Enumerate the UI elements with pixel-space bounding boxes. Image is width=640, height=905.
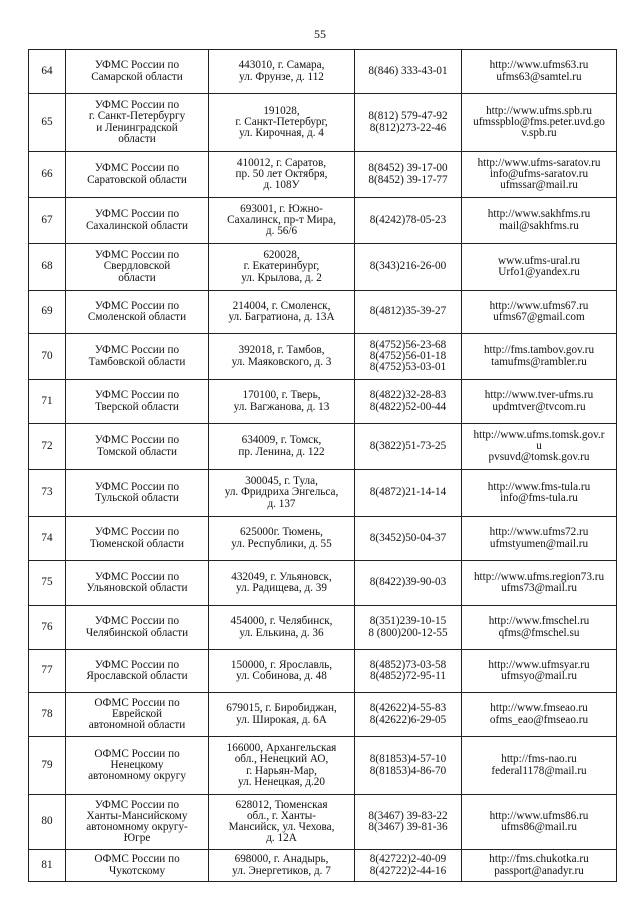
address-cell [209,334,355,380]
row-number: 77 [29,650,66,693]
address-cell-line: 432049, г. Ульяновск, [231,570,332,583]
table-row [29,94,617,152]
phone-cell [355,244,462,291]
address-cell-line: пр. 50 лет Октября, [235,167,328,180]
web-email-cell-line: tamufms@rambler.ru [491,355,587,368]
phone-cell-line: 8(3822)51-73-25 [369,439,447,452]
organization-cell-line: Тульской области [95,492,179,504]
address-cell-line: ул. Вагжанова, д. 13 [233,400,330,413]
web-email-cell-line: pvsuvd@tomsk.gov.ru [488,451,590,464]
table-row [29,561,617,606]
phone-cell-line: 8(4852)72-95-11 [369,670,447,682]
table-row [29,50,617,94]
phone-cell-line: 8(81853)4-86-70 [369,764,447,777]
organization-cell [66,334,209,380]
fms-directory-table [28,49,617,882]
web-email-cell-line: info@fms-tula.ru [500,492,578,504]
phone-cell [355,94,462,152]
web-email-cell [462,94,617,152]
table-row [29,737,617,795]
organization-cell [66,693,209,737]
organization-cell-line: УФМС России по [94,249,180,262]
organization-cell [66,737,209,795]
organization-cell-line: Чукотскому [108,864,166,877]
organization-cell-line: УФМС России по [94,526,180,539]
address-cell [209,94,355,152]
organization-cell-line: г. Санкт-Петербургу [88,110,186,123]
web-email-cell-line: http://www.ufms63.ru [489,59,589,72]
organization-cell-line: Свердловской [103,260,171,273]
table-row [29,152,617,198]
address-cell-line: ул. Собинова, д. 48 [236,670,327,682]
web-email-cell-line: http://www.ufmsyar.ru [488,658,590,671]
phone-cell-line: 8(812) 579-47-92 [368,110,448,123]
address-cell-line: ул. Энергетиков, д. 7 [232,864,331,877]
organization-cell-line: и Ленинградской [96,121,178,134]
web-email-cell-line: qfms@fmschel.su [498,626,580,639]
web-email-cell [462,561,617,606]
web-email-cell [462,424,617,470]
web-email-cell [462,334,617,380]
address-cell [209,50,355,94]
address-cell [209,380,355,424]
organization-cell-line: области [118,271,156,284]
phone-cell [355,380,462,424]
address-cell-line: обл., г. Ханты- [246,809,317,822]
phone-cell-line: 8(42722)2-44-16 [369,864,447,877]
row-number: 81 [29,850,66,882]
phone-cell-line: 8(81853)4-57-10 [369,753,447,766]
phone-cell-line: 8(4752)56-01-18 [369,349,447,362]
organization-cell-line: Югре [123,832,151,845]
table-row [29,470,617,517]
row-number: 72 [29,424,66,470]
address-cell-line: 392018, г. Тамбов, [238,344,325,357]
web-email-cell-line: ufms63@samtel.ru [496,70,582,83]
address-cell [209,561,355,606]
organization-cell-line: Самарской области [91,70,183,83]
organization-cell-line: Тюменской области [89,537,185,550]
phone-cell-line: 8 (800)200-12-55 [368,626,448,639]
phone-cell-line: 8(343)216-26-00 [369,260,447,273]
organization-cell-line: УФМС России по [94,162,180,175]
phone-cell-line: 8(42722)2-40-09 [369,853,447,866]
organization-cell-line: ОФМС России по [94,747,180,760]
address-cell-line: г. Санкт-Петербург, [235,115,328,128]
table-row [29,795,617,850]
web-email-cell [462,50,617,94]
organization-cell-line: Еврейской [111,707,163,720]
address-cell [209,291,355,334]
table-row [29,334,617,380]
row-number: 76 [29,606,66,650]
phone-cell-line: 8(812)273-22-46 [369,121,447,134]
web-email-cell [462,650,617,693]
address-cell-line: ул. Багратиона, д. 13А [228,311,335,323]
address-cell-line: ул. Маяковского, д. 3 [231,355,332,368]
organization-cell-line: Челябинской области [85,626,189,639]
web-email-cell-line: http://fms.tambov.gov.ru [483,344,595,357]
address-cell [209,737,355,795]
web-email-cell [462,517,617,561]
row-number: 64 [29,50,66,94]
row-number: 73 [29,470,66,517]
web-email-cell-line: http://www.ufms72.ru [489,526,589,539]
address-cell-line: 170100, г. Тверь, [242,389,321,402]
phone-cell-line: 8(3452)50-04-37 [369,531,447,544]
organization-cell-line: Ханты-Мансийскому [86,809,188,822]
phone-cell-line: 8(4752)53-03-01 [369,361,447,374]
address-cell-line: 410012, г. Саратов, [236,156,327,169]
address-cell-line: г. Нарьян-Мар, [246,764,317,777]
web-email-cell-line: ufmsspblo@fms.peter.uvd.go [473,115,605,128]
web-email-cell-line: ufmstyumen@mail.ru [489,537,589,550]
organization-cell-line: ОФМС России по [94,696,180,709]
address-cell-line: 454000, г. Челябинск, [230,615,333,628]
web-email-cell-line: info@ufms-saratov.ru [489,167,589,180]
web-email-cell-line: ufms73@mail.ru [501,582,577,594]
web-email-cell-line: ufms67@gmail.com [493,311,585,323]
web-email-cell-line: ufms86@mail.ru [501,821,577,833]
address-cell-line: ул. Елькина, д. 36 [239,626,324,639]
organization-cell-line: УФМС России по [94,570,180,583]
organization-cell-line: УФМС России по [94,798,180,811]
web-email-cell-line: ofms_eao@fmseao.ru [489,713,589,726]
phone-cell [355,291,462,334]
web-email-cell [462,850,617,882]
table-row [29,693,617,737]
organization-cell-line: Ульяновской области [86,582,188,594]
organization-cell-line: автономному округу [88,770,186,783]
phone-cell-line: 8(846) 333-43-01 [368,64,448,77]
address-cell [209,606,355,650]
phone-cell [355,850,462,882]
address-cell-line: 166000, Архангельская [226,742,337,755]
phone-cell-line: 8(8422)39-90-03 [369,576,447,589]
address-cell-line: Мансийск, ул. Чехова, [228,821,335,833]
phone-cell [355,650,462,693]
organization-cell [66,606,209,650]
web-email-cell-line: u [536,439,542,452]
address-cell-line: ул. Кирочная, д. 4 [239,127,324,140]
web-email-cell-line: http://www.sakhfms.ru [487,208,591,221]
organization-cell-line: автономному округу- [86,821,188,833]
phone-cell [355,152,462,198]
web-email-cell-line: http://www.fms-tula.ru [487,480,591,493]
row-number: 66 [29,152,66,198]
table-body [29,50,617,882]
address-cell-line: ул. Широкая, д. 6А [236,713,327,726]
organization-cell [66,380,209,424]
phone-cell [355,795,462,850]
organization-cell-line: УФМС России по [94,658,180,671]
web-email-cell-line: http://www.fmseao.ru [490,702,588,715]
phone-cell-line: 8(3467) 39-81-36 [368,821,448,833]
organization-cell [66,94,209,152]
web-email-cell-line: http://www.fmschel.ru [488,615,590,628]
organization-cell-line: Ярославской области [86,670,188,682]
phone-cell-line: 8(42622)4-55-83 [369,702,447,715]
organization-cell [66,152,209,198]
phone-cell [355,424,462,470]
phone-cell [355,561,462,606]
organization-cell-line: Тверской области [95,400,179,413]
organization-cell-line: Ненецкому [110,758,164,771]
address-cell-line: пр. Ленина, д. 122 [238,445,325,458]
organization-cell [66,850,209,882]
web-email-cell-line: ufmssar@mail.ru [500,179,578,192]
address-cell-line: ул. Ненецкая, д.20 [238,775,325,788]
address-cell-line: г. Екатеринбург, [243,260,320,273]
organization-cell [66,424,209,470]
address-cell-line: ул. Фридриха Энгельса, [224,486,339,499]
web-email-cell-line: ufmsyo@mail.ru [501,670,577,682]
organization-cell-line: Тамбовской области [88,355,186,368]
web-email-cell-line: v.spb.ru [521,127,557,140]
web-email-cell-line: federal1178@mail.ru [491,764,587,777]
organization-cell-line: ОФМС России по [94,853,180,866]
web-email-cell-line: http://www.ufms67.ru [489,299,589,312]
address-cell-line: 620028, [263,249,300,262]
web-email-cell [462,244,617,291]
web-email-cell [462,693,617,737]
web-email-cell-line: http://www.tver-ufms.ru [484,389,594,402]
web-email-cell [462,291,617,334]
phone-cell [355,334,462,380]
organization-cell-line: УФМС России по [94,434,180,447]
web-email-cell [462,152,617,198]
address-cell-line: д. 108У [263,179,300,192]
organization-cell [66,291,209,334]
phone-cell-line: 8(4822)32-28-83 [369,389,447,402]
phone-cell-line: 8(4242)78-05-23 [369,213,447,226]
phone-cell-line: 8(4822)52-00-44 [369,400,447,413]
address-cell [209,850,355,882]
address-cell [209,152,355,198]
web-email-cell [462,795,617,850]
web-email-cell [462,380,617,424]
address-cell-line: 443010, г. Самара, [238,59,325,72]
web-email-cell [462,737,617,795]
table-row [29,424,617,470]
address-cell [209,517,355,561]
address-cell [209,693,355,737]
phone-cell [355,737,462,795]
address-cell-line: 300045, г. Тула, [245,475,318,488]
row-number: 67 [29,198,66,244]
address-cell-line: д. 137 [267,497,296,510]
web-email-cell-line: passport@anadyr.ru [494,864,584,877]
phone-cell [355,606,462,650]
row-number: 65 [29,94,66,152]
web-email-cell-line: Urfo1@yandex.ru [498,266,580,278]
table-row [29,517,617,561]
table-row [29,850,617,882]
organization-cell [66,470,209,517]
organization-cell-line: УФМС России по [94,389,180,402]
organization-cell [66,517,209,561]
organization-cell [66,244,209,291]
table-row [29,380,617,424]
address-cell-line: д. 56/6 [265,225,298,238]
address-cell-line: ул. Радищева, д. 39 [236,582,327,594]
address-cell-line: ул. Фрунзе, д. 112 [239,70,324,83]
row-number: 68 [29,244,66,291]
phone-cell [355,517,462,561]
row-number: 79 [29,737,66,795]
organization-cell [66,198,209,244]
row-number: 70 [29,334,66,380]
web-email-cell-line: http://www.ufms.region73.ru [473,570,605,583]
organization-cell-line: УФМС России по [94,99,180,112]
organization-cell-line: Томской области [96,445,178,458]
table-row [29,198,617,244]
web-email-cell-line: http://www.ufms.tomsk.gov.r [473,428,605,441]
row-number: 69 [29,291,66,334]
organization-cell-line: Саратовской области [87,173,187,186]
organization-cell-line: Сахалинской области [85,219,189,232]
organization-cell-line: УФМС России по [94,615,180,628]
address-cell-line: 698000, г. Анадырь, [234,853,329,866]
phone-cell [355,50,462,94]
web-email-cell-line: mail@sakhfms.ru [499,219,579,232]
web-email-cell-line: http://www.ufms-saratov.ru [477,156,601,169]
organization-cell-line: автономной области [88,719,186,732]
address-cell [209,650,355,693]
web-email-cell-line: www.ufms-ural.ru [498,254,580,267]
address-cell-line: ул. Республики, д. 55 [231,537,332,550]
web-email-cell [462,606,617,650]
organization-cell-line: УФМС России по [94,208,180,221]
web-email-cell-line: http://fms-nao.ru [501,753,577,766]
phone-cell-line: 8(4852)73-03-58 [369,658,447,671]
table-row [29,606,617,650]
row-number: 74 [29,517,66,561]
row-number: 78 [29,693,66,737]
phone-cell-line: 8(4812)35-39-27 [369,305,447,318]
web-email-cell-line: http://www.ufms.spb.ru [486,104,592,117]
address-cell-line: 214004, г. Смоленск, [232,299,331,312]
organization-cell [66,561,209,606]
phone-cell-line: 8(42622)6-29-05 [369,713,447,726]
table-row [29,650,617,693]
address-cell-line: 679015, г. Биробиджан, [226,702,337,715]
address-cell [209,198,355,244]
table-row [29,291,617,334]
address-cell-line: ул. Крылова, д. 2 [241,271,322,284]
organization-cell [66,50,209,94]
address-cell [209,795,355,850]
web-email-cell-line: http://www.ufms86.ru [489,809,589,822]
web-email-cell-line: http://fms.chukotka.ru [489,853,589,866]
address-cell-line: д. 12А [266,832,297,845]
web-email-cell-line: updmtver@tvcom.ru [492,400,586,413]
address-cell-line: Сахалинск, пр-т Мира, [227,213,336,226]
phone-cell-line: 8(4872)21-14-14 [369,486,447,499]
address-cell-line: 634009, г. Томск, [241,434,322,447]
row-number: 80 [29,795,66,850]
organization-cell-line: Смоленской области [87,311,187,323]
address-cell-line: 191028, [263,104,300,117]
web-email-cell [462,470,617,517]
phone-cell [355,198,462,244]
organization-cell-line: УФМС России по [94,299,180,312]
phone-cell-line: 8(4752)56-23-68 [369,338,447,351]
row-number: 75 [29,561,66,606]
address-cell [209,424,355,470]
organization-cell-line: УФМС России по [94,59,180,72]
address-cell-line: 150000, г. Ярославль, [230,658,333,671]
phone-cell-line: 8(351)239-10-15 [369,615,447,628]
organization-cell-line: области [118,132,156,145]
address-cell [209,244,355,291]
organization-cell-line: УФМС России по [94,344,180,357]
address-cell-line: 628012, Тюменская [235,798,328,811]
phone-cell-line: 8(3467) 39-83-22 [368,809,448,822]
page-number: 55 [314,27,326,41]
phone-cell [355,470,462,517]
organization-cell-line: УФМС России по [94,480,180,493]
address-cell-line: 625000г. Тюмень, [240,526,323,539]
phone-cell-line: 8(8452) 39-17-77 [368,173,448,186]
row-number: 71 [29,380,66,424]
web-email-cell [462,198,617,244]
address-cell [209,470,355,517]
address-cell-line: обл., Ненецкий АО, [234,753,329,766]
table-row [29,244,617,291]
address-cell-line: 693001, г. Южно- [240,202,323,215]
organization-cell [66,795,209,850]
organization-cell [66,650,209,693]
phone-cell-line: 8(8452) 39-17-00 [368,162,448,175]
phone-cell [355,693,462,737]
